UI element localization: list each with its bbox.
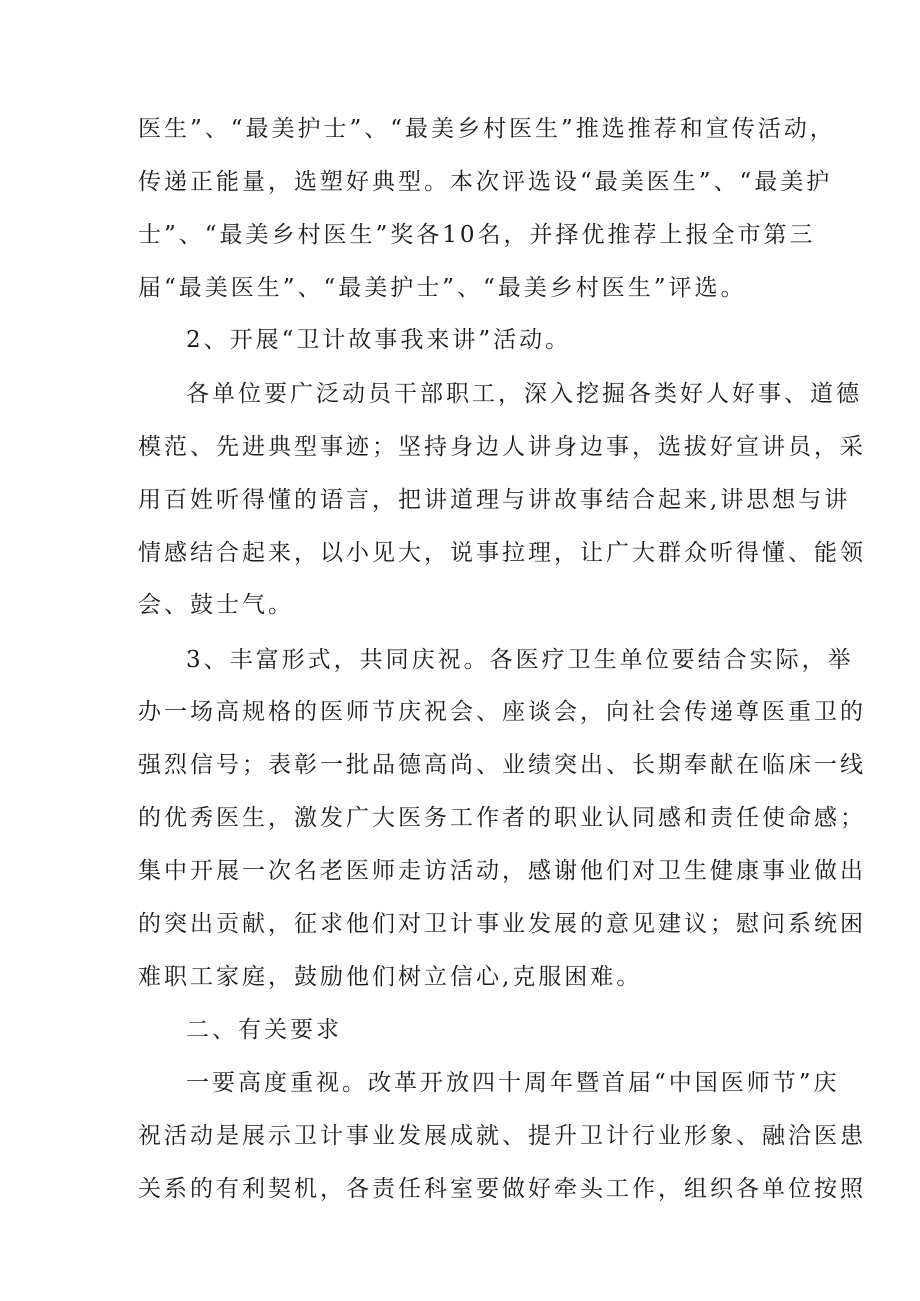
- text-line: 届“最美医生”、“最美护士”、“最美乡村医生”评选。: [138, 275, 747, 301]
- text-line: 用百姓听得懂的语言，把讲道理与讲故事结合起来,讲思想与讲: [138, 487, 851, 513]
- text-line: 强烈信号；表彰一批品德高尚、业绩突出、长期奉献在临床一线: [138, 752, 866, 778]
- text-line: 会、鼓士气。: [138, 592, 294, 618]
- text-line: 祝活动是展示卫计事业发展成就、提升卫计行业形象、融洽医患: [138, 1123, 866, 1149]
- text-line: 医生”、“最美护士”、“最美乡村医生”推选推荐和宣传活动，: [138, 116, 836, 142]
- text-line: 关系的有利契机，各责任科室要做好牵头工作，组织各单位按照: [138, 1176, 866, 1202]
- section-heading: 二、有关要求: [186, 1017, 342, 1043]
- text-line: 难职工家庭，鼓励他们树立信心,克服困难。: [138, 964, 643, 990]
- text-line: 士”、“最美乡村医生”奖各10名，并择优推荐上报全市第三: [138, 222, 816, 248]
- text-line: 办一场高规格的医师节庆祝会、座谈会，向社会传递尊医重卫的: [138, 699, 866, 725]
- text-line: 3、丰富形式，共同庆祝。各医疗卫生单位要结合实际，举: [186, 647, 854, 673]
- text-line: 各单位要广泛动员干部职工，深入挖掘各类好人好事、道德: [186, 381, 862, 407]
- text-line: 传递正能量，选塑好典型。本次评选设“最美医生”、“最美护: [138, 169, 833, 195]
- text-line: 的突出贡献，征求他们对卫计事业发展的意见建议；慰问系统困: [138, 911, 866, 937]
- text-line: 集中开展一次名老医师走访活动，感谢他们对卫生健康事业做出: [138, 858, 866, 884]
- text-line: 的优秀医生，激发广大医务工作者的职业认同感和责任使命感；: [138, 805, 866, 831]
- text-line: 情感结合起来，以小见大，说事拉理，让广大群众听得懂、能领: [138, 540, 866, 566]
- section-subheading: 2、开展“卫计故事我来讲”活动。: [186, 327, 572, 353]
- text-line: 一要高度重视。改革开放四十周年暨首届“中国医师节”庆: [186, 1070, 840, 1096]
- text-line: 模范、先进典型事迹；坚持身边人讲身边事，选拔好宣讲员，采: [138, 434, 866, 460]
